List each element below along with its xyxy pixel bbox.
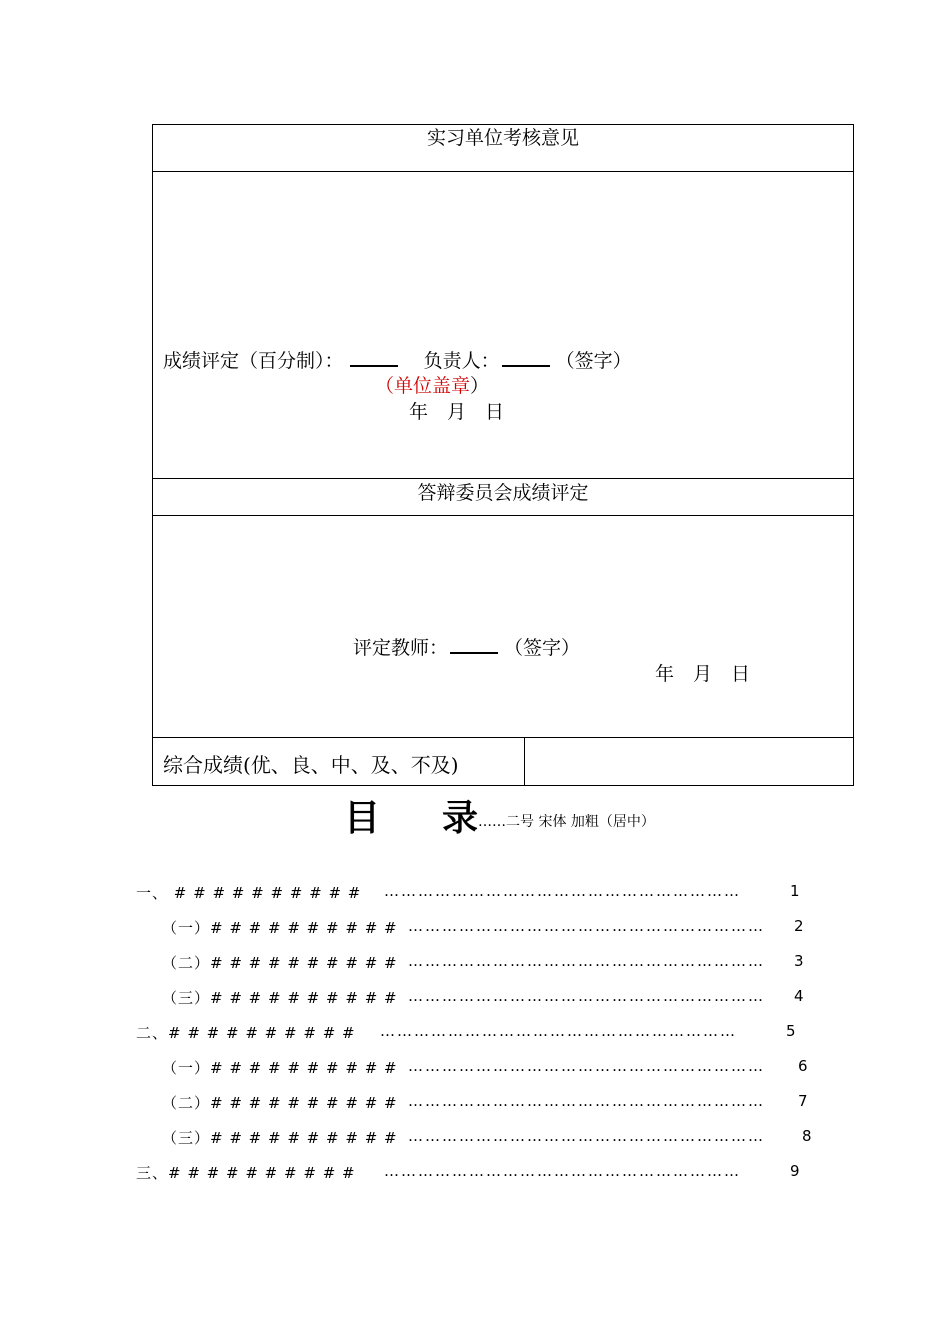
toc-entry-leader: ……………………………………………………… <box>408 1092 765 1110</box>
toc-entry-page: 9 <box>790 1162 800 1180</box>
internship-date: 年 月 日 <box>409 401 505 423</box>
defense-section-title: 答辩委员会成绩评定 <box>417 482 589 504</box>
toc-title-right: 录 <box>442 797 479 839</box>
internship-section-header <box>153 125 853 171</box>
toc-entry-label: （一）# # # # # # # # # # <box>162 919 398 937</box>
toc-entry[interactable] <box>0 1022 950 1052</box>
defense-section-header <box>153 478 853 515</box>
score-label: 成绩评定（百分制）： <box>163 350 344 372</box>
overall-divider <box>524 737 525 785</box>
toc-entry-leader: ……………………………………………………… <box>408 1127 765 1145</box>
toc-entry-leader: ……………………………………………………… <box>380 1022 737 1040</box>
toc-entry[interactable] <box>0 987 950 1017</box>
toc-entry-leader: ……………………………………………………… <box>408 1057 765 1075</box>
toc-entry[interactable] <box>0 1127 950 1157</box>
seal-line <box>375 371 489 398</box>
toc-entry-leader: ……………………………………………………… <box>408 917 765 935</box>
toc-entry[interactable] <box>0 1092 950 1122</box>
person-signature-line[interactable] <box>502 351 550 367</box>
toc-entry-page: 3 <box>794 952 804 970</box>
overall-score-label: 综合成绩(优、良、中、及、不及) <box>163 753 459 777</box>
toc-entry-leader: ……………………………………………………… <box>384 1162 741 1180</box>
toc-entry[interactable] <box>0 952 950 982</box>
toc-entry-label: （二）# # # # # # # # # # <box>162 954 398 972</box>
toc-entry-label: 一、 # # # # # # # # # # <box>136 884 362 902</box>
toc-entry-page: 7 <box>798 1092 808 1110</box>
divider <box>153 515 853 516</box>
toc-entry-page: 5 <box>786 1022 796 1040</box>
teacher-label: 评定教师： <box>353 637 449 659</box>
sign-note: （签字） <box>504 637 581 659</box>
seal-open-paren: （ <box>375 375 395 397</box>
toc-entry[interactable] <box>0 1057 950 1087</box>
toc-title-left: 目 <box>344 797 381 839</box>
seal-text: 单位盖章 <box>394 375 471 397</box>
toc-entry-label: 二、# # # # # # # # # # <box>136 1024 356 1042</box>
toc-entry-page: 2 <box>794 917 804 935</box>
toc-title-note: ……二号 宋体 加粗（居中） <box>478 814 655 830</box>
seal-close-paren: ） <box>470 375 490 397</box>
toc-entry-label: （三）# # # # # # # # # # <box>162 989 398 1007</box>
teacher-signature-line[interactable] <box>450 638 498 654</box>
internship-section-title: 实习单位考核意见 <box>426 127 579 149</box>
toc-entry-leader: ……………………………………………………… <box>384 882 741 900</box>
toc-entry-label: （三）# # # # # # # # # # <box>162 1129 398 1147</box>
score-input-line[interactable] <box>350 351 398 367</box>
sign-note: （签字） <box>555 350 632 372</box>
toc-entry[interactable] <box>0 1162 950 1192</box>
toc-entry[interactable] <box>0 917 950 947</box>
person-label: 负责人： <box>423 350 500 372</box>
toc-entry-page: 8 <box>802 1127 812 1145</box>
toc-entry-page: 4 <box>794 987 804 1005</box>
score-line <box>163 346 632 373</box>
divider <box>153 171 853 172</box>
defense-date: 年 月 日 <box>655 663 751 685</box>
evaluation-form-table <box>152 124 854 786</box>
toc-entry-label: （二）# # # # # # # # # # <box>162 1094 398 1112</box>
teacher-line <box>353 633 580 660</box>
toc-entry-page: 6 <box>798 1057 808 1075</box>
toc-title <box>344 790 655 841</box>
toc-entry-leader: ……………………………………………………… <box>408 987 765 1005</box>
toc-entry-label: （一）# # # # # # # # # # <box>162 1059 398 1077</box>
toc-entry-page: 1 <box>790 882 800 900</box>
toc-entry-leader: ……………………………………………………… <box>408 952 765 970</box>
divider <box>153 737 853 738</box>
toc-entry[interactable] <box>0 882 950 912</box>
toc-entry-label: 三、# # # # # # # # # # <box>136 1164 356 1182</box>
